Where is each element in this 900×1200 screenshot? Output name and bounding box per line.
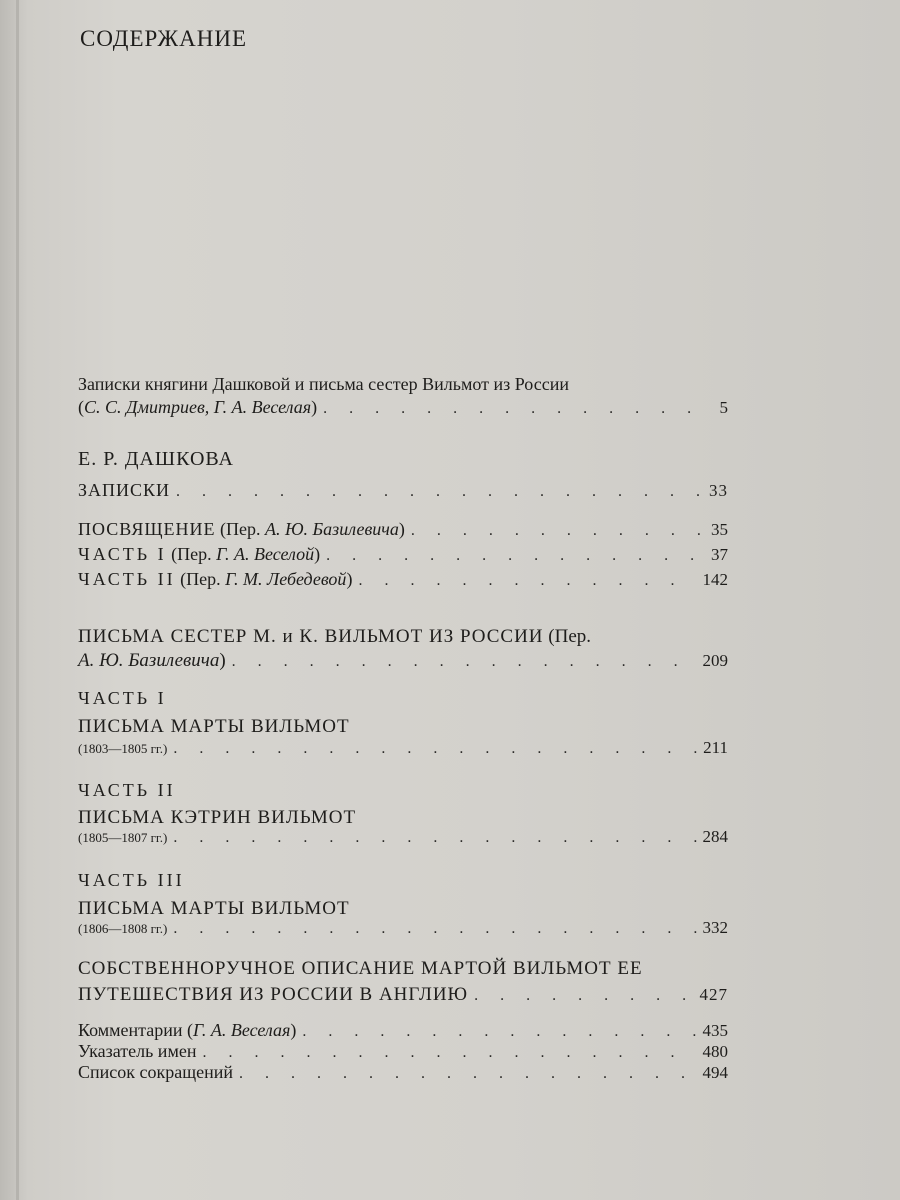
page-number: 209	[702, 651, 728, 670]
page-number: 435	[702, 1021, 728, 1040]
dot-leader	[239, 1065, 697, 1083]
page-number: 284	[702, 827, 728, 846]
dot-leader	[176, 483, 703, 501]
page-number: 142	[702, 570, 728, 589]
toc-entry-zapiski: ЗАПИСКИ . . . 33	[78, 480, 728, 501]
page-title: СОДЕРЖАНИЕ	[80, 26, 248, 51]
author-heading: Е. Р. ДАШКОВА	[78, 448, 234, 470]
toc-entry-dedication: ПОСВЯЩЕНИЕ (Пер. А. Ю. Базилевича) . . . 35	[78, 519, 728, 540]
dot-leader	[411, 522, 705, 540]
page-number: 35	[711, 520, 728, 539]
toc-entry-years: (1805—1807 гг.) . . . 284	[78, 827, 728, 847]
dot-leader	[323, 400, 713, 418]
toc-entry-part1: ЧАСТЬ I (Пер. Г. А. Веселой) . . . 37	[78, 544, 728, 565]
intro-line1: Записки княгини Дашковой и письма сестер Вильмот из России	[78, 374, 570, 394]
section-title: ПИСЬМА МАРТЫ ВИЛЬМОТ	[78, 898, 350, 919]
intro-line2: (С. С. Дмитриев, Г. А. Веселая)	[78, 397, 318, 417]
part-heading: ЧАСТЬ I	[78, 688, 167, 708]
page-number: 37	[711, 545, 728, 564]
page-number: 494	[702, 1063, 728, 1082]
page-number: 480	[702, 1042, 728, 1061]
page-number: 211	[703, 738, 728, 757]
dot-leader	[326, 547, 705, 565]
toc-entry-description: СОБСТВЕННОРУЧНОЕ ОПИСАНИЕ МАРТОЙ ВИЛЬМОТ ЕЕ ПУТЕШЕСТВИЯ ИЗ РОССИИ В АНГЛИЮ . . . 427	[78, 958, 728, 1006]
dot-leader	[173, 740, 697, 758]
page-number: 427	[699, 985, 728, 1004]
toc-entry-part2: ЧАСТЬ II (Пер. Г. М. Лебедевой) . . . 142	[78, 569, 728, 590]
page-number: 332	[702, 918, 728, 937]
page-number: 33	[709, 481, 728, 500]
toc-entry-index: Указатель имен . . . 480	[78, 1041, 728, 1062]
toc-entry-years: (1803—1805 гг.) . . . 211	[78, 738, 728, 758]
part-heading: ЧАСТЬ II	[78, 780, 176, 800]
toc-entry-comments: Комментарии (Г. А. Веселая) . . . 435	[78, 1020, 728, 1041]
dot-leader	[302, 1023, 696, 1041]
dot-leader	[232, 653, 697, 671]
toc-entry-letters: ПИСЬМА СЕСТЕР М. и К. ВИЛЬМОТ ИЗ РОССИИ (Пер. А. Ю. Базилевича) . . . 209	[78, 626, 728, 672]
section-title: ПИСЬМА КЭТРИН ВИЛЬМОТ	[78, 807, 357, 828]
page-number: 5	[719, 398, 728, 417]
dot-leader	[202, 1044, 696, 1062]
section-title: ПИСЬМА МАРТЫ ВИЛЬМОТ	[78, 716, 350, 737]
dot-leader	[173, 829, 696, 847]
dot-leader	[474, 987, 693, 1005]
toc-entry-intro	[78, 374, 728, 418]
dot-leader	[173, 920, 696, 938]
page-edge	[16, 0, 19, 1200]
toc-entry-years: (1806—1808 гг.) . . . 332	[78, 918, 728, 938]
part-heading: ЧАСТЬ III	[78, 870, 185, 890]
toc-entry-abbreviations: Список сокращений . . . 494	[78, 1062, 728, 1083]
dot-leader	[358, 572, 696, 590]
